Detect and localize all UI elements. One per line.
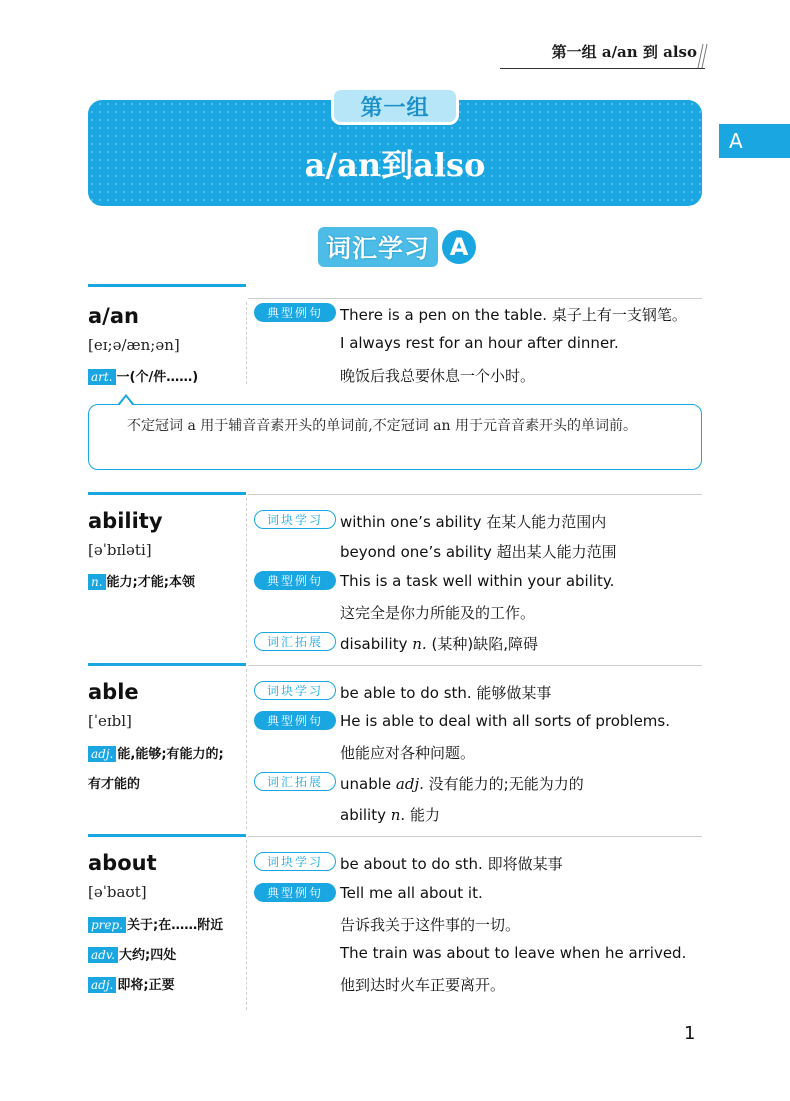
expand-meaning: 没有能力的;无能为力的 (428, 775, 584, 793)
word-divider (88, 834, 246, 837)
chunk-label: 词块学习 (254, 681, 336, 700)
expand-item (340, 804, 440, 825)
entry-ability (88, 492, 702, 662)
headword: a/an (88, 304, 139, 328)
expand-label: 词汇拓展 (254, 632, 336, 651)
definition: 大约;四处 (119, 948, 177, 963)
phonetic: [ˈeɪbl] (88, 712, 132, 730)
side-letter-tab[interactable]: A (719, 124, 790, 158)
definition-line (88, 571, 195, 590)
entry-a-an (88, 284, 702, 389)
example-translation: 他能应对各种问题。 (340, 744, 476, 762)
word-divider (88, 492, 246, 495)
expand-pos: n. (390, 806, 406, 824)
word-divider (88, 284, 246, 287)
definition: 能,能够;有能力的; (117, 747, 224, 762)
usage-note: 不定冠词 a 用于辅音音素开头的单词前,不定冠词 an 用于元音音素开头的单词前。 (88, 404, 702, 470)
running-head (500, 38, 705, 69)
section-letter-badge: A (442, 230, 476, 264)
pos-tag: n. (88, 574, 106, 590)
definition: 关于;在……附近 (127, 918, 224, 933)
definition-line (88, 366, 198, 385)
expand-item (340, 633, 538, 654)
pos-tag: adv. (88, 947, 118, 963)
definition-continued: 有才能的 (88, 777, 141, 792)
entry-able (88, 663, 702, 833)
banner-title: a/an到also (304, 146, 486, 184)
column-divider (246, 669, 247, 829)
group-tab (331, 87, 459, 125)
example-sentence: I always rest for an hour after dinner. (340, 334, 619, 352)
entry-divider (248, 494, 702, 495)
expand-pos: adj. (395, 775, 424, 793)
definition-line (88, 914, 223, 933)
headword: able (88, 680, 139, 704)
note-pointer-inner (119, 397, 133, 406)
example-translation: 晚饭后我总要休息一个小时。 (340, 367, 536, 385)
headword: about (88, 851, 157, 875)
pos-tag: art. (88, 369, 116, 385)
entry-about (88, 834, 702, 1014)
pos-tag: adj. (88, 746, 116, 762)
definition: 即将;正要 (117, 978, 175, 993)
entry-divider (248, 298, 702, 299)
example-translation: 告诉我关于这件事的一切。 (340, 916, 521, 934)
expand-pos: n. (412, 635, 427, 653)
chunk-phrase: within one’s ability 在某人能力范围内 (340, 513, 607, 531)
example-sentence: He is able to deal with all sorts of problems. (340, 712, 670, 730)
chunk-label: 词块学习 (254, 852, 336, 871)
definition-line (88, 944, 176, 963)
expand-meaning: (某种)缺陷,障碍 (431, 635, 538, 653)
page-number: 1 (684, 1023, 696, 1044)
example-sentence: Tell me all about it. (340, 884, 483, 902)
column-divider (246, 302, 247, 384)
entry-divider (248, 665, 702, 666)
running-head-text: 第一组 a/an 到 also (551, 43, 697, 61)
example-sentence: There is a pen on the table. 桌子上有一支钢笔。 (340, 306, 687, 324)
definition-line (88, 974, 175, 993)
phonetic: [eɪ;ə/æn;ən] (88, 336, 180, 354)
example-label: 典型例句 (254, 711, 336, 730)
example-translation: 他到达时火车正要离开。 (340, 976, 506, 994)
example-sentence: This is a task well within your ability. (340, 572, 615, 590)
chunk-phrase: be about to do sth. 即将做某事 (340, 855, 563, 873)
definition: 一(个/件……) (116, 370, 199, 385)
column-divider (246, 498, 247, 658)
column-divider (246, 840, 247, 1010)
group-label: 第一组 (360, 95, 430, 121)
definition-line (88, 743, 224, 762)
pos-tag: adj. (88, 977, 116, 993)
chunk-label: 词块学习 (254, 510, 336, 529)
example-translation: 这完全是你力所能及的工作。 (340, 604, 536, 622)
example-sentence: The train was about to leave when he arrived. (340, 944, 687, 962)
example-label: 典型例句 (254, 883, 336, 902)
phonetic: [əˈbɪləti] (88, 541, 152, 559)
chunk-phrase: be able to do sth. 能够做某事 (340, 684, 552, 702)
section-title-text: 词汇学习 (318, 227, 438, 267)
entry-divider (248, 836, 702, 837)
expand-item (340, 773, 584, 794)
expand-word: unable (340, 775, 392, 793)
example-label: 典型例句 (254, 303, 336, 322)
definition: 能力;才能;本领 (106, 575, 195, 590)
word-divider (88, 663, 246, 666)
expand-word: ability (340, 806, 386, 824)
section-title (318, 228, 476, 266)
expand-word: disability (340, 635, 408, 653)
expand-meaning: 能力 (409, 806, 440, 824)
phonetic: [əˈbaʊt] (88, 883, 147, 901)
headword: ability (88, 509, 163, 533)
expand-label: 词汇拓展 (254, 772, 336, 791)
pos-tag: prep. (88, 917, 126, 933)
chunk-phrase: beyond one’s ability 超出某人能力范围 (340, 543, 617, 561)
example-label: 典型例句 (254, 571, 336, 590)
